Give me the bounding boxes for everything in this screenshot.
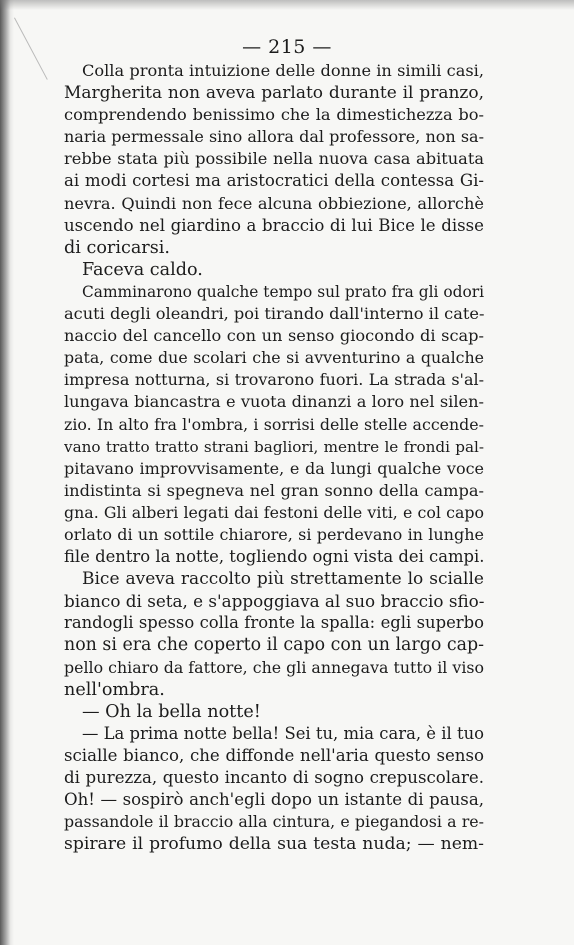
top-edge-shadow: [0, 0, 574, 10]
text-line: ai modi cortesi ma aristocratici della contessa Gi-: [64, 171, 484, 191]
body-text: [64, 60, 484, 855]
text-line: naccio del cancello con un senso giocondo di scap-: [64, 326, 484, 346]
page-number: — 215 —: [242, 36, 332, 58]
text-line: impresa notturna, si trovarono fuori. La strada s'al-: [64, 370, 484, 390]
text-line: nevra. Quindi non fece alcuna obbiezione, allorchè: [64, 193, 484, 213]
text-line: zio. In alto fra l'ombra, i sorrisi delle stelle accende-: [64, 414, 484, 434]
text-line: scialle bianco, che diffonde nell'aria questo senso: [64, 745, 484, 765]
text-line: — Oh la bella notte!: [82, 701, 261, 722]
text-line: bianco di seta, e s'appoggiava al suo braccio sfio-: [64, 591, 484, 612]
text-line: — La prima notte bella! Sei tu, mia cara, è il tuo: [82, 723, 484, 743]
text-line: vano tratto tratto strani bagliori, mentre le frondi pal-: [64, 437, 484, 456]
text-line: comprendendo benissimo che la dimestichezza bo-: [64, 105, 484, 125]
text-line: Faceva caldo.: [82, 259, 203, 280]
text-line: non si era che coperto il capo con un largo cap-: [64, 635, 484, 656]
text-line: Bice aveva raccolto più strettamente lo scialle: [82, 569, 484, 590]
text-line: rebbe stata più possibile nella nuova casa abituata: [64, 149, 484, 169]
text-line: passandole il braccio alla cintura, e piegandosi a re-: [64, 812, 484, 832]
text-line: indistinta si spegneva nel gran sonno della campa-: [64, 480, 484, 500]
text-line: pitavano improvvisamente, e da lungi qualche voce: [64, 458, 484, 478]
binding-shadow: [0, 0, 14, 945]
text-line: naria permessale sino allora dal professore, non sa-: [64, 127, 484, 147]
text-line: uscendo nel giardino a braccio di lui Bice le disse: [64, 215, 484, 235]
text-line: file dentro la notte, togliendo ogni vista dei campi.: [64, 547, 484, 567]
text-line: orlato di un sottile chiarore, si perdevano in lunghe: [64, 524, 484, 544]
text-line: di coricarsi.: [64, 237, 170, 258]
text-line: Margherita non aveva parlato durante il pranzo,: [64, 83, 484, 104]
text-line: lungava biancastra e vuota dinanzi a loro nel silen-: [64, 392, 484, 412]
text-line: spirare il profumo della sua testa nuda; — nem-: [64, 834, 484, 855]
text-line: pata, come due scolari che si avventurino a qualche: [64, 348, 484, 368]
text-line: di purezza, questo incanto di sogno crepuscolare.: [64, 768, 484, 787]
text-line: pello chiaro da fattore, che gli annegava tutto il viso: [64, 657, 484, 677]
text-line: acuti degli oleandri, poi tirando dall'interno il cate-: [64, 304, 484, 324]
text-line: Oh! — sospirò anch'egli dopo un istante di pausa,: [64, 790, 484, 810]
text-line: nell'ombra.: [64, 679, 165, 700]
text-line: Camminarono qualche tempo sul prato fra gli odori: [82, 282, 484, 301]
text-line: Colla pronta intuizione delle donne in simili casi,: [82, 61, 484, 80]
text-line: gna. Gli alberi legati dai festoni delle viti, e col capo: [64, 502, 484, 522]
text-line: randogli spesso colla fronte la spalla: egli superbo: [64, 613, 484, 633]
